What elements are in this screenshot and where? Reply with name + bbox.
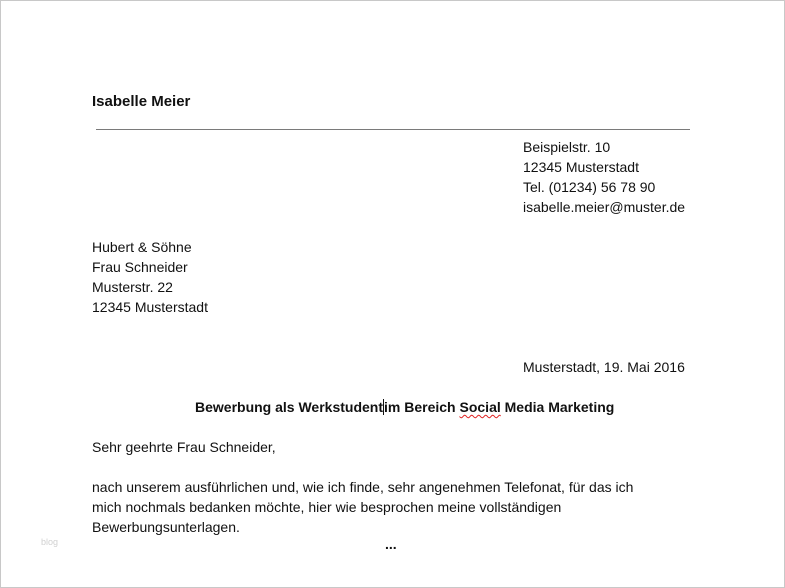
sender-email: isabelle.meier@muster.de (523, 199, 686, 215)
salutation: Sehr geehrte Frau Schneider, (92, 439, 276, 455)
sender-city: 12345 Musterstadt (523, 159, 639, 175)
recipient-person: Frau Schneider (92, 259, 188, 275)
recipient-city: 12345 Musterstadt (92, 299, 208, 315)
body-line: nach unserem ausführlichen und, wie ich finde, sehr angenehmen Telefonat, für das ich (92, 479, 634, 495)
body-line: mich nochmals bedanken möchte, hier wie besprochen meine vollständigen (92, 499, 562, 515)
body-paragraph (92, 477, 633, 537)
spellcheck-word[interactable]: Social (459, 399, 501, 415)
subject-part-4: Media Marketing (500, 399, 615, 415)
header-divider (96, 129, 690, 130)
recipient-address (92, 237, 208, 317)
subject-line[interactable] (195, 397, 614, 417)
subject-part-1: Bewerbung als Werkstudent (195, 399, 384, 415)
letter-date: Musterstadt, 19. Mai 2016 (523, 359, 685, 375)
recipient-street: Musterstr. 22 (92, 279, 173, 295)
subject-part-2: im Bereich (384, 399, 460, 415)
sender-address (523, 137, 685, 217)
sender-phone: Tel. (01234) 56 78 90 (523, 179, 656, 195)
continuation-ellipsis: ... (385, 536, 397, 552)
sender-street: Beispielstr. 10 (523, 139, 611, 155)
recipient-company: Hubert & Söhne (92, 239, 192, 255)
body-line: Bewerbungsunterlagen. (92, 519, 240, 535)
watermark: blog (41, 537, 59, 547)
sender-name: Isabelle Meier (92, 93, 191, 110)
